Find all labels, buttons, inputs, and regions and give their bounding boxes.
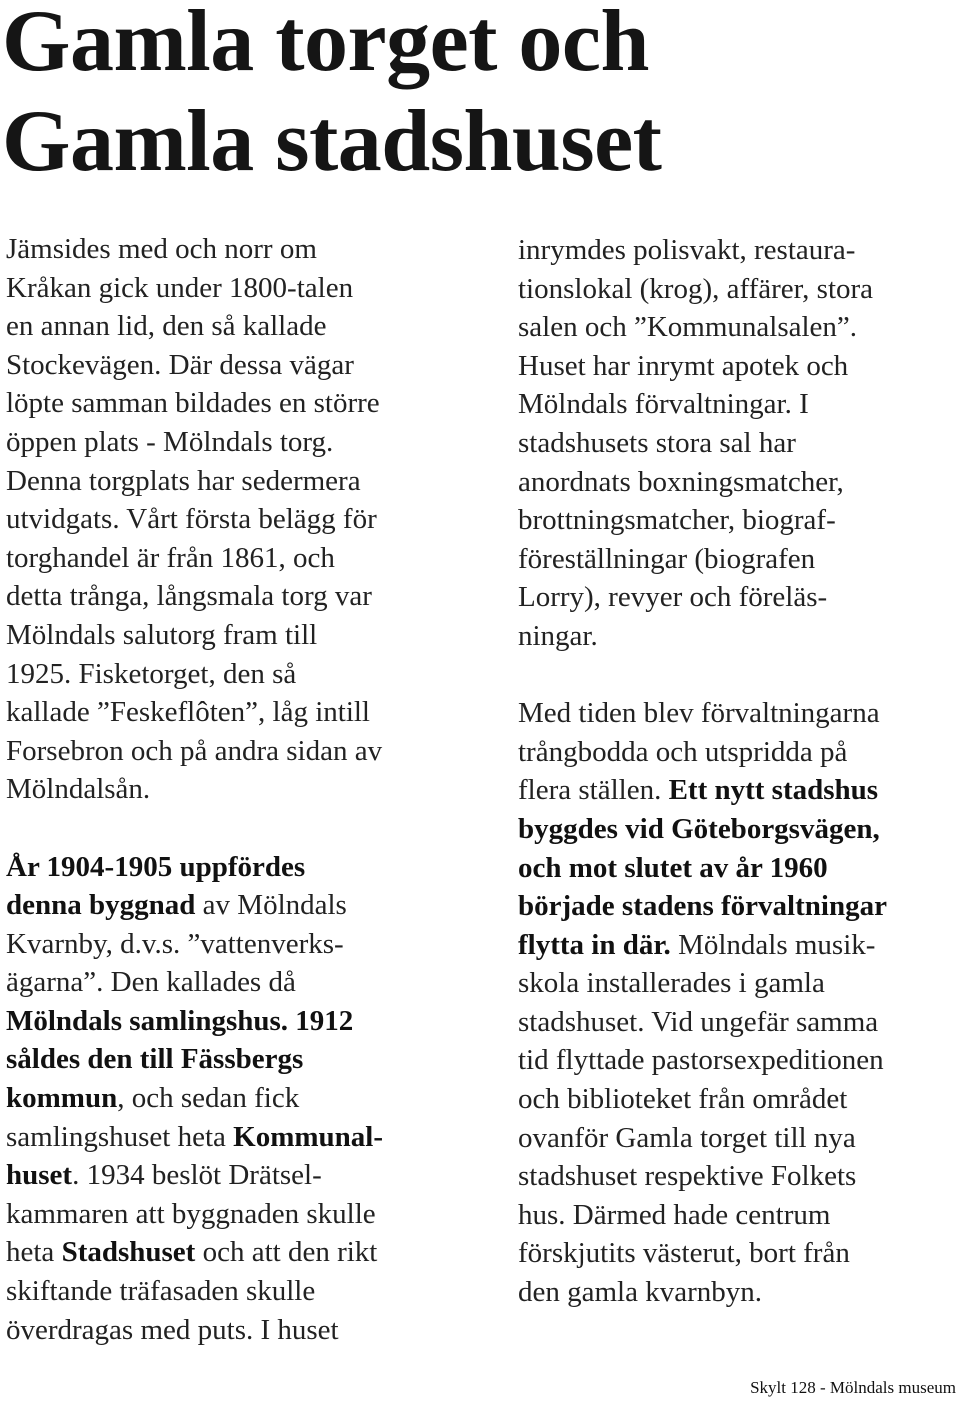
paragraph-torget xyxy=(6,230,476,809)
text-line: stadshuset respektive Folkets xyxy=(518,1160,857,1193)
text-line: löpte samman bildades en större xyxy=(6,387,380,420)
text-line: hus. Därmed hade centrum xyxy=(518,1198,831,1231)
paragraph-inrymdes xyxy=(518,231,954,656)
left-column xyxy=(6,230,476,1349)
text-line: stadshusets stora sal har xyxy=(518,426,796,459)
text-line: överdragas med puts. I huset xyxy=(6,1313,339,1346)
bold-text: Stadshuset xyxy=(61,1236,196,1269)
page-title xyxy=(2,0,952,192)
text-line: öppen plats - Mölndals torg. xyxy=(6,425,334,458)
text-span: samlingshuset heta xyxy=(6,1120,234,1153)
text-span: Mölndals musik- xyxy=(670,928,876,961)
text-line xyxy=(518,849,954,888)
text-line: brottningsmatcher, biograf- xyxy=(518,504,836,537)
text-line: Forsebron och på andra sidan av xyxy=(6,734,383,767)
text-line: Kråkan gick under 1800-talen xyxy=(6,271,354,304)
text-line xyxy=(6,1233,476,1272)
bold-text: flytta in där. xyxy=(518,928,671,961)
text-span: , och sedan fick xyxy=(117,1082,300,1115)
title-line-1: Gamla torget och xyxy=(2,0,649,90)
right-column xyxy=(518,231,954,1312)
text-span: . 1934 beslöt Drätsel- xyxy=(72,1159,322,1192)
text-line xyxy=(518,887,954,926)
text-line: trångbodda och utspridda på xyxy=(518,735,848,768)
text-line: anordnats boxningsmatcher, xyxy=(518,465,844,498)
text-line: ningar. xyxy=(518,619,598,652)
text-line xyxy=(6,1040,476,1079)
paragraph-gap xyxy=(518,656,954,695)
bold-text: År 1904-1905 uppfördes xyxy=(6,850,306,883)
text-line: stadshuset. Vid ungefär samma xyxy=(518,1005,879,1038)
text-line: Kvarnby, d.v.s. ”vattenverks- xyxy=(6,927,344,960)
text-line: utvidgats. Vårt första belägg för xyxy=(6,503,377,536)
text-line: Jämsides med och norr om xyxy=(6,233,317,265)
text-line: torghandel är från 1861, och xyxy=(6,541,335,574)
text-line: en annan lid, den så kallade xyxy=(6,310,327,343)
text-line xyxy=(518,926,954,965)
text-line: Denna torgplats har sedermera xyxy=(6,464,361,497)
text-line xyxy=(6,1079,476,1118)
footer-caption: Skylt 128 - Mölndals museum xyxy=(750,1378,956,1397)
text-line: Med tiden blev förvaltningarna xyxy=(518,697,880,730)
text-line: Mölndals förvaltningar. I xyxy=(518,388,809,421)
paragraph-samlingshus xyxy=(6,848,476,1350)
text-line: Mölndalsån. xyxy=(6,773,151,806)
text-line: den gamla kvarnbyn. xyxy=(518,1276,763,1309)
text-line xyxy=(6,1002,476,1041)
text-line xyxy=(6,1118,476,1157)
bold-text: Ett nytt stadshus xyxy=(668,774,879,807)
bold-text: kommun xyxy=(6,1082,118,1115)
text-line: kammaren att byggnaden skulle xyxy=(6,1197,376,1230)
text-span: och att den rikt xyxy=(195,1236,378,1269)
text-line: tionslokal (krog), affärer, stora xyxy=(518,272,874,305)
bold-text: Kommunal- xyxy=(233,1120,383,1153)
text-line xyxy=(518,771,954,810)
bold-text: Mölndals samlingshus. xyxy=(6,1004,289,1037)
bold-text: byggdes vid Göteborgsvägen, xyxy=(518,812,880,845)
text-line: förskjutits västerut, bort från xyxy=(518,1237,850,1270)
text-line: föreställningar (biografen xyxy=(518,542,816,575)
text-line: detta trånga, långsmala torg var xyxy=(6,580,372,613)
text-line: 1925. Fisketorget, den så xyxy=(6,657,297,690)
text-line: ovanför Gamla torget till nya xyxy=(518,1121,856,1154)
text-line: Lorry), revyer och föreläs- xyxy=(518,581,828,614)
paragraph-nytt-stadshus xyxy=(518,694,954,1312)
text-span: av Mölndals xyxy=(195,889,347,922)
text-line: inrymdes polisvakt, restaura- xyxy=(518,234,856,266)
text-span: flera ställen. xyxy=(518,774,669,807)
text-line xyxy=(6,1156,476,1195)
text-line xyxy=(518,810,954,849)
text-line xyxy=(6,848,476,887)
text-span: heta xyxy=(6,1236,62,1269)
text-line: skiftande träfasaden skulle xyxy=(6,1275,316,1308)
text-line: ägarna”. Den kallades då xyxy=(6,966,296,999)
text-line: Stockevägen. Där dessa vägar xyxy=(6,348,354,381)
bold-text: såldes den till Fässbergs xyxy=(6,1043,304,1076)
text-line: och biblioteket från området xyxy=(518,1083,848,1116)
text-line: Huset har inrymt apotek och xyxy=(518,349,849,382)
text-line: Mölndals salutorg fram till xyxy=(6,618,318,651)
bold-text: huset xyxy=(6,1159,73,1192)
text-line: skola installerades i gamla xyxy=(518,967,825,1000)
bold-text: började stadens förvaltningar xyxy=(518,890,887,923)
bold-text: 1912 xyxy=(288,1004,354,1037)
paragraph-gap xyxy=(6,809,476,848)
text-line: tid flyttade pastorsexpeditionen xyxy=(518,1044,884,1077)
bold-text: och mot slutet av år 1960 xyxy=(518,851,828,884)
text-line: kallade ”Feskeflôten”, låg intill xyxy=(6,696,370,729)
title-line-2: Gamla stadshuset xyxy=(2,93,662,190)
text-line xyxy=(6,886,476,925)
bold-text: denna byggnad xyxy=(6,889,196,922)
text-line: salen och ”Kommunalsalen”. xyxy=(518,311,858,344)
